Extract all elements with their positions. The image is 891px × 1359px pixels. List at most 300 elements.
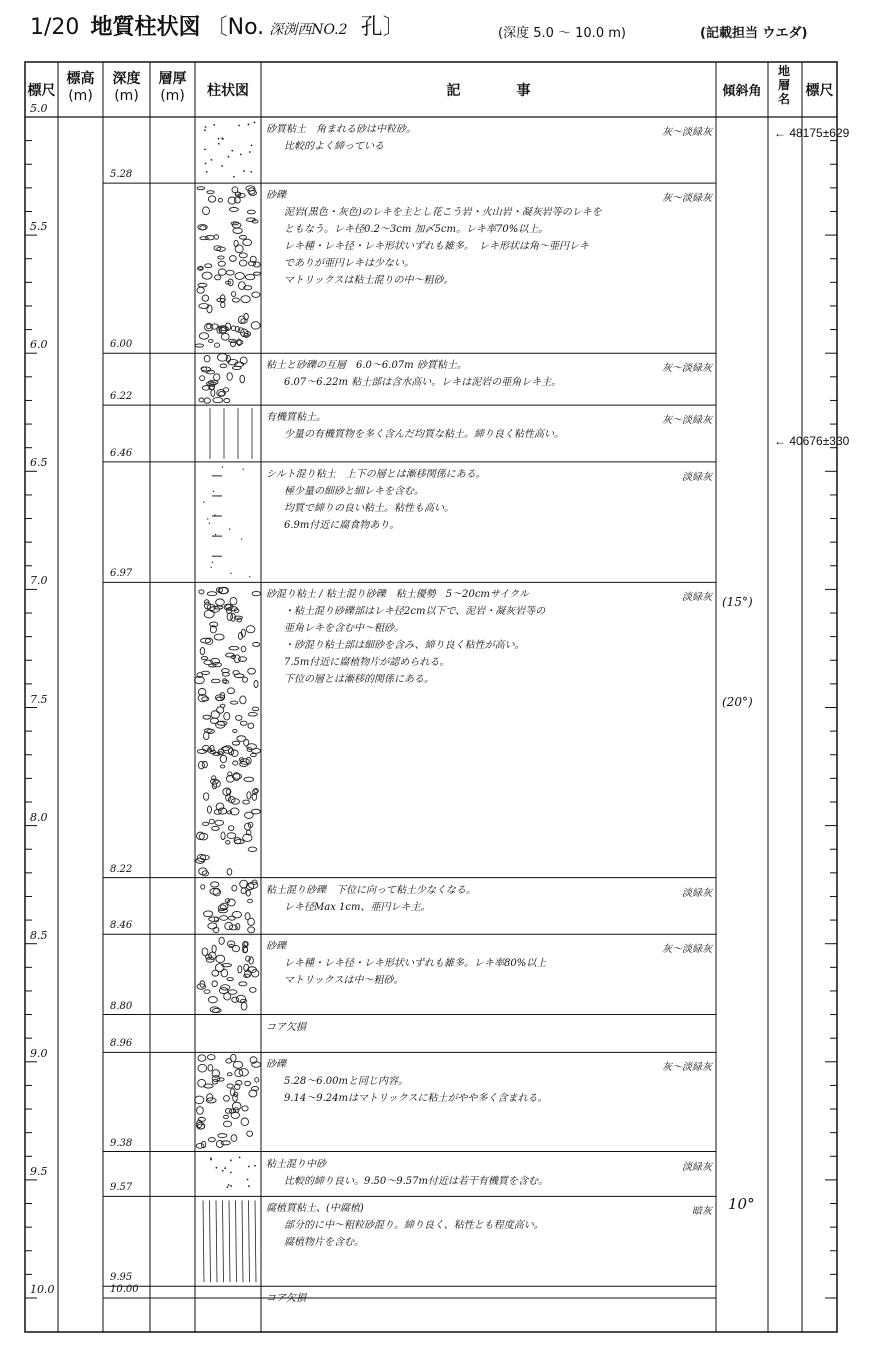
sand-mark <box>210 1157 212 1159</box>
gravel-mark <box>204 355 210 361</box>
gravel-mark <box>207 1094 213 1101</box>
gravel-mark <box>244 823 250 830</box>
sand-mark <box>221 137 223 139</box>
gravel-mark <box>220 765 224 768</box>
gravel-mark <box>214 343 219 347</box>
gravel-mark <box>207 592 216 596</box>
gravel-mark <box>227 833 236 839</box>
gravel-mark <box>202 697 209 701</box>
gravel-mark <box>254 680 258 687</box>
sand-mark <box>231 150 233 152</box>
gravel-mark <box>247 210 255 214</box>
layer-color: 灰～淡緑灰 <box>662 415 712 427</box>
gravel-mark <box>230 341 235 347</box>
gravel-mark <box>232 1102 241 1110</box>
layer-color: 暗灰 <box>692 1206 712 1218</box>
clay-mark <box>210 567 211 568</box>
gravel-mark <box>227 373 232 381</box>
gravel-mark <box>241 888 246 894</box>
layer-note: 砂礫 <box>266 190 286 202</box>
clay-mark <box>212 562 213 563</box>
clay-mark <box>213 490 214 491</box>
gravel-mark <box>198 1079 206 1087</box>
layer-depth: 6.46 <box>110 447 133 459</box>
gravel-mark <box>232 298 239 302</box>
gravel-mark <box>248 847 257 851</box>
gravel-mark <box>214 374 220 381</box>
layer-note: コア欠損 <box>266 1293 306 1305</box>
organic-mark <box>255 1200 256 1282</box>
layer-note: 砂質粘土 角まれる砂は中粒砂。 <box>266 124 416 135</box>
gravel-mark <box>217 1078 224 1081</box>
gravel-mark <box>248 927 255 933</box>
age-date-1: ← 48175±629 <box>774 126 850 140</box>
gravel-mark <box>199 398 204 402</box>
clay-mark <box>242 468 243 469</box>
dip-value-3: 10° <box>728 1195 755 1213</box>
gravel-mark <box>243 239 252 246</box>
col-dip: 傾斜角 <box>722 84 762 99</box>
scale-label: 5.5 <box>30 220 48 234</box>
layer-note: 6.07～6.22m 粘土部は含水高い。レキは泥岩の亜角レキ主。 <box>284 377 562 389</box>
layer-note: マトリックスは中～粗砂。 <box>284 975 404 987</box>
gravel-mark <box>230 701 238 704</box>
layer-note: 亜角レキを含む中～粗砂。 <box>284 623 404 635</box>
gravel-mark <box>220 755 227 762</box>
gravel-mark <box>203 715 211 719</box>
sand-mark <box>205 126 207 128</box>
gravel-mark <box>215 820 224 825</box>
age-date-2: ← 40676±330 <box>774 434 850 448</box>
gravel-mark <box>207 1055 215 1060</box>
gravel-mark <box>231 1135 237 1142</box>
sand-mark <box>249 151 251 153</box>
gravel-mark <box>212 945 216 953</box>
gravel-mark <box>210 1007 219 1013</box>
gravel-mark <box>245 1081 251 1086</box>
gravel-mark <box>219 587 228 593</box>
gravel-mark <box>223 1121 231 1127</box>
layer-depth: 8.96 <box>110 1038 133 1050</box>
layer-note: ・砂混り粘土部は細砂を含み、締り良く粘性が高い。 <box>284 640 525 652</box>
gravel-mark <box>218 269 226 275</box>
layer-note: レキ種・レキ径・レキ形状いずれも雑多。 レキ形状は角～亜円レキ <box>284 241 589 253</box>
gravel-mark <box>200 647 204 654</box>
col-elevation-unit: (m) <box>68 88 93 104</box>
gravel-mark <box>238 966 242 973</box>
gravel-mark <box>248 899 253 902</box>
sand-mark <box>218 143 220 145</box>
gravel-mark <box>220 916 228 921</box>
gravel-mark <box>208 1065 213 1072</box>
gravel-mark <box>239 982 247 986</box>
organic-mark <box>210 1200 211 1282</box>
gravel-mark <box>230 598 237 605</box>
gravel-mark <box>203 911 212 917</box>
gravel-mark <box>207 806 211 813</box>
gravel-mark <box>227 688 234 694</box>
sand-mark <box>254 1165 256 1167</box>
layer-note: マトリックスは粘土混りの中～粗砂。 <box>284 275 454 287</box>
col-scale: 標尺 <box>27 83 56 99</box>
scale-label: 8.5 <box>30 928 48 942</box>
gravel-mark <box>247 792 251 799</box>
gravel-mark <box>248 918 255 925</box>
gravel-mark <box>220 364 227 368</box>
sand-mark <box>205 163 207 165</box>
gravel-mark <box>202 272 212 279</box>
gravel-mark <box>231 750 238 757</box>
gravel-mark <box>251 753 257 756</box>
layer-note: 腐植物片を含む。 <box>284 1237 364 1249</box>
col-thickness: 層厚 <box>158 71 187 87</box>
sand-mark <box>243 170 245 172</box>
clay-mark <box>215 534 216 535</box>
layer-depth: 8.46 <box>110 920 133 932</box>
gravel-mark <box>226 841 230 845</box>
gravel-mark <box>195 1096 204 1104</box>
gravel-mark <box>212 970 219 976</box>
col-scale-right: 標尺 <box>805 83 834 99</box>
gravel-mark <box>252 292 260 297</box>
gravel-mark <box>231 1112 239 1119</box>
gravel-mark <box>227 1084 233 1088</box>
gravel-mark <box>198 1064 207 1072</box>
gravel-mark <box>197 287 204 293</box>
layer-color: 灰～淡緑灰 <box>662 193 712 205</box>
sand-mark <box>204 149 206 151</box>
gravel-mark <box>249 191 257 196</box>
scale-label: 7.0 <box>30 574 48 588</box>
gravel-mark <box>205 264 212 268</box>
gravel-mark <box>212 1076 220 1082</box>
gravel-mark <box>212 826 220 830</box>
hole-name: 深渕西NO.2 <box>269 22 348 38</box>
gravel-mark <box>211 679 220 683</box>
layer-color: 淡緑灰 <box>682 471 712 483</box>
sand-mark <box>247 1179 249 1181</box>
layer-note: 砂礫 <box>266 941 286 953</box>
gravel-mark <box>201 885 205 889</box>
gravel-mark <box>198 283 207 287</box>
gravel-mark <box>225 1108 231 1113</box>
scale-label: 5.0 <box>30 102 48 115</box>
layer-note: 6.9m付近に腐食物あり。 <box>284 519 400 531</box>
gravel-mark <box>198 1117 205 1121</box>
gravel-mark <box>251 970 258 977</box>
gravel-mark <box>219 937 224 944</box>
gravel-mark <box>246 890 250 896</box>
gravel-mark <box>239 1069 248 1076</box>
gravel-mark <box>221 1141 230 1145</box>
gravel-mark <box>204 1084 213 1088</box>
gravel-mark <box>208 997 217 1003</box>
gravel-mark <box>204 398 210 403</box>
gravel-mark <box>213 662 222 666</box>
sand-mark <box>254 122 256 124</box>
sand-mark <box>250 171 252 173</box>
col-formation: 地層名 <box>777 64 790 106</box>
hole-suffix: 孔〕 <box>360 15 405 40</box>
layer-note: 泥岩(黒色・灰色)のレキを主とし花こう岩・火山岩・凝灰岩等のレキを <box>284 207 602 219</box>
gravel-mark <box>232 187 238 193</box>
sand-mark <box>233 176 235 178</box>
scale-ticks <box>25 117 837 1298</box>
layer-depth: 6.97 <box>110 568 133 580</box>
gravel-mark <box>202 948 208 956</box>
gravel-mark <box>239 260 246 266</box>
layer-depth: 6.00 <box>110 339 133 351</box>
layer-note: 7.5m付近に腐植物片が認められる。 <box>284 657 450 669</box>
gravel-mark <box>232 885 237 891</box>
col-elevation: 標高 <box>66 71 95 87</box>
layer-note: 比較的よく締っている <box>284 141 384 152</box>
sand-mark <box>228 156 230 158</box>
gravel-mark <box>203 793 208 800</box>
col-depth-unit: (m) <box>114 88 139 104</box>
gravel-mark <box>205 235 214 239</box>
layer-note: 砂礫 <box>266 1059 286 1071</box>
sand-mark <box>204 129 206 131</box>
clay-mark <box>203 501 204 502</box>
layer-note: 均質で締りの良い粘土。粘性も高い。 <box>284 502 454 514</box>
layer-depth: 8.22 <box>110 863 133 875</box>
sand-mark <box>213 124 215 126</box>
gravel-mark <box>240 721 247 725</box>
gravel-mark <box>243 800 250 804</box>
gravel-mark <box>253 642 260 646</box>
clay-mark <box>241 538 242 539</box>
gravel-mark <box>245 812 254 818</box>
sand-mark <box>238 125 240 127</box>
gravel-mark <box>221 969 228 977</box>
gravel-mark <box>199 833 208 840</box>
scale-label: 8.0 <box>30 810 48 824</box>
layer-depth: 9.57 <box>110 1182 133 1194</box>
layer-depth: 9.95 <box>110 1272 133 1284</box>
scale-label: 6.5 <box>30 456 48 470</box>
layer-note: レキ種・レキ径・レキ形状いずれも雑多。レキ率80%以上 <box>284 958 547 970</box>
gravel-mark <box>234 674 244 678</box>
gravel-mark <box>224 1115 229 1119</box>
layer-note: 粘土混り砂礫 下位に向って粘土少なくなる。 <box>266 884 476 896</box>
sand-mark <box>206 171 208 173</box>
column-patterns <box>195 122 261 1283</box>
gravel-mark <box>226 789 230 794</box>
gravel-mark <box>232 741 240 745</box>
layer-color: 灰～淡緑灰 <box>662 944 712 956</box>
gravel-mark <box>254 262 261 267</box>
gravel-mark <box>218 1134 227 1138</box>
gravel-mark <box>248 723 254 728</box>
gravel-mark <box>208 1138 215 1142</box>
gravel-mark <box>230 1089 235 1096</box>
sand-mark <box>224 1167 226 1169</box>
gravel-mark <box>224 713 230 720</box>
col-thickness-unit: (m) <box>160 88 185 104</box>
sand-mark <box>226 1186 228 1188</box>
layer-note: 粘土混り中砂 <box>266 1158 326 1170</box>
gravel-mark <box>215 275 221 280</box>
organic-mark <box>249 1200 250 1282</box>
gravel-mark <box>253 272 260 275</box>
scale-label: 6.0 <box>30 338 48 352</box>
gravel-mark <box>204 990 210 994</box>
gravel-mark <box>252 591 261 595</box>
gravel-mark <box>237 736 246 742</box>
gravel-mark <box>216 599 225 606</box>
sand-mark <box>230 1172 232 1174</box>
gravel-mark <box>248 712 257 716</box>
gravel-mark <box>197 187 205 190</box>
sand-mark <box>248 1166 250 1168</box>
gravel-mark <box>237 618 241 622</box>
gravel-mark <box>236 715 242 720</box>
gravel-mark <box>221 302 225 308</box>
gravel-mark <box>221 832 225 840</box>
gravel-mark <box>199 590 204 594</box>
layer-note: 5.28～6.00mと同じ内容。 <box>284 1076 409 1088</box>
clay-mark <box>249 576 250 577</box>
gravel-mark <box>245 274 254 280</box>
layer-note: 極少量の細砂と細レキを含む。 <box>284 485 424 497</box>
gravel-mark <box>229 916 236 920</box>
gravel-mark <box>202 871 208 876</box>
layer-note: コア欠損 <box>266 1021 306 1033</box>
gravel-mark <box>223 388 228 392</box>
gravel-mark <box>212 981 217 987</box>
layer-note: でありが亜円レキは少ない。 <box>284 258 414 270</box>
gravel-mark <box>218 198 222 202</box>
gravel-mark <box>226 1059 232 1063</box>
gravel-mark <box>231 292 235 297</box>
gravel-mark <box>216 955 225 962</box>
gravel-mark <box>233 761 238 765</box>
sand-mark <box>222 1170 224 1172</box>
col-column: 柱状図 <box>207 83 249 99</box>
layer-depth: 9.38 <box>110 1137 133 1149</box>
layer-color: 淡緑灰 <box>682 592 712 604</box>
gravel-mark <box>227 978 233 981</box>
layer-note: 砂混り粘土 / 粘土混り砂礫 粘土優勢 5～20cmサイクル <box>266 589 529 601</box>
organic-mark <box>242 1200 243 1282</box>
gravel-mark <box>199 333 208 340</box>
gravel-mark <box>232 223 241 228</box>
gravel-mark <box>248 668 256 674</box>
gravel-mark <box>229 256 236 262</box>
clay-mark <box>207 518 208 519</box>
gravel-mark <box>202 295 208 301</box>
gravel-mark <box>235 273 244 280</box>
sand-mark <box>218 138 220 140</box>
layer-note: ともなう。レキ径0.2～3cm 加〆5cm。レキ率70%以上。 <box>284 224 549 236</box>
sand-mark <box>251 144 253 146</box>
clay-mark <box>229 528 230 529</box>
gravel-mark <box>226 270 234 275</box>
layer-color: 淡緑灰 <box>682 1161 712 1173</box>
gravel-mark <box>219 392 225 396</box>
gravel-mark <box>224 1096 230 1102</box>
sand-mark <box>216 1167 218 1169</box>
gravel-mark <box>196 1143 204 1148</box>
col-depth: 深度 <box>112 71 141 87</box>
gravel-mark <box>214 634 224 640</box>
title-text: 地質柱状図 <box>90 15 201 40</box>
gravel-mark <box>243 677 248 682</box>
scale-label: 9.5 <box>30 1164 48 1178</box>
gravel-mark <box>213 397 223 402</box>
gravel-mark <box>227 941 234 947</box>
col-description: 記 事 <box>446 83 531 99</box>
gravel-mark <box>209 917 219 921</box>
gravel-mark <box>250 988 257 993</box>
gravel-mark <box>224 399 230 403</box>
gravel-mark <box>198 1055 206 1062</box>
gravel-mark <box>211 389 215 396</box>
gravel-mark <box>200 376 205 381</box>
gravel-mark <box>243 834 252 841</box>
gravel-mark <box>217 707 224 714</box>
sand-mark <box>211 159 213 161</box>
layer-color: 灰～淡緑灰 <box>662 127 712 138</box>
gravel-mark <box>232 911 241 917</box>
gravel-mark <box>239 235 246 239</box>
gravel-mark <box>204 610 214 618</box>
gravel-mark <box>244 739 249 746</box>
gravel-mark <box>232 366 241 369</box>
gravel-mark <box>201 657 208 660</box>
gravel-mark <box>231 613 236 621</box>
gravel-mark <box>240 696 246 704</box>
layer-note: 少量の有機質物を多く含んだ均質な粘土。締り良く粘性高い。 <box>284 429 564 441</box>
gravel-mark <box>197 1107 204 1115</box>
gravel-mark <box>207 191 214 194</box>
gravel-mark <box>246 626 255 633</box>
gravel-mark <box>207 305 212 313</box>
gravel-mark <box>233 729 237 732</box>
depth-range: (深度 5.0 ～ 10.0 m) <box>498 26 626 41</box>
organic-mark <box>223 1200 224 1282</box>
gravel-mark <box>239 253 247 258</box>
gravel-mark <box>255 1078 259 1083</box>
organic-mark <box>216 1200 217 1282</box>
scale-label: 7.5 <box>30 692 48 706</box>
gravel-mark <box>242 1106 248 1111</box>
gravel-mark <box>207 729 215 733</box>
sand-mark <box>248 1185 250 1187</box>
gravel-mark <box>233 228 243 233</box>
gravel-mark <box>240 375 245 383</box>
gravel-mark <box>241 1118 248 1126</box>
gravel-mark <box>228 826 234 831</box>
gravel-mark <box>214 810 221 815</box>
gravel-mark <box>229 646 239 650</box>
gravel-mark <box>198 761 204 769</box>
gravel-mark <box>218 261 225 266</box>
gravel-mark <box>227 869 232 875</box>
gravel-mark <box>209 952 216 959</box>
gravel-mark <box>241 646 246 652</box>
gravel-mark <box>234 197 240 203</box>
sand-mark <box>221 165 223 167</box>
scale-label: 10.0 <box>30 1283 55 1296</box>
gravel-mark <box>244 777 254 781</box>
layer-note: 粘土と砂礫の互層 6.0～6.07m 砂質粘土。 <box>266 360 467 372</box>
dip-value-1: (15°) <box>722 595 753 609</box>
gravel-mark <box>238 282 245 290</box>
layer-note: 比較的締り良い。9.50～9.57m付近は若干有機質を含む。 <box>284 1175 549 1187</box>
sand-mark <box>228 1184 230 1186</box>
